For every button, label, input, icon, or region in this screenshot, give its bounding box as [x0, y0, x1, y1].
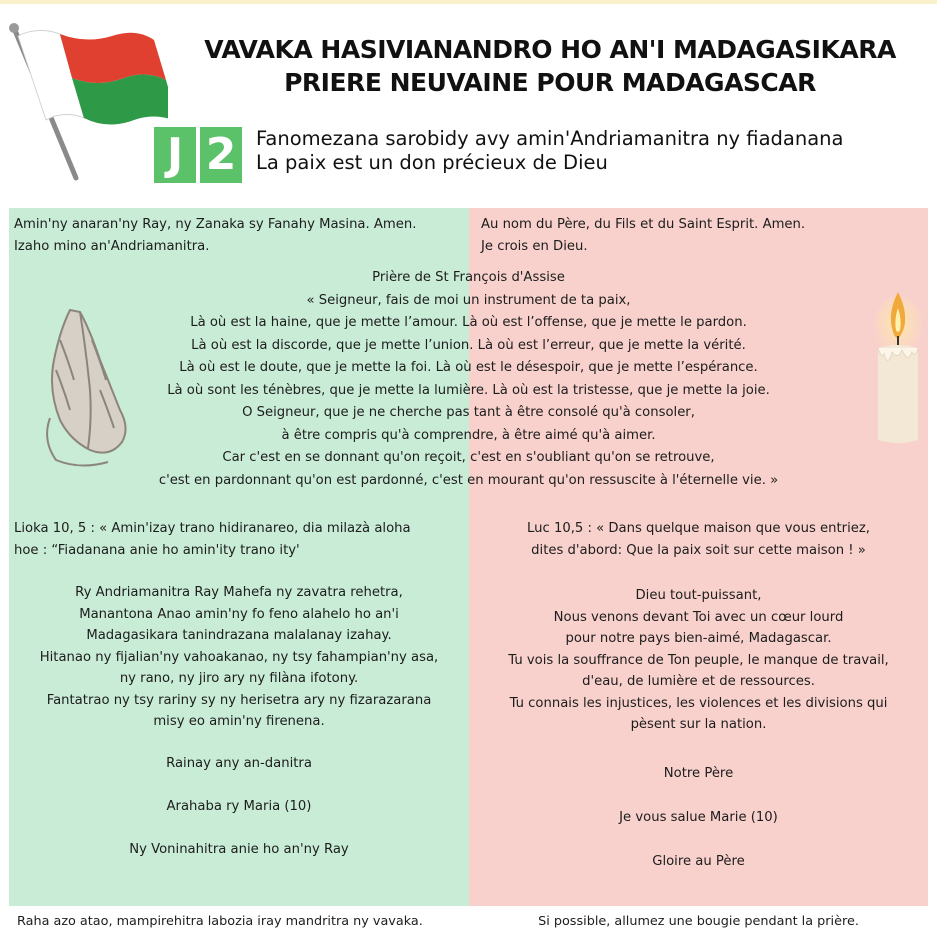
malagasy-prayer [9, 582, 469, 733]
intro-mg-line: Amin'ny anaran'ny Ray, ny Zanaka sy Fanahy Masina. Amen. [14, 217, 417, 232]
madagascar-flag-icon [8, 22, 168, 182]
malagasy-column [14, 518, 466, 561]
prayer-line: Car c'est en se donnant qu'on reçoit, c'est en s'oubliant qu'on se retrouve, [222, 450, 715, 465]
hail-mary-mg: Arahaba ry Maria (10) [166, 799, 312, 814]
intro-fr-line: Je crois en Dieu. [481, 238, 588, 254]
day-number: 2 [200, 127, 242, 183]
footer-malagasy: Raha azo atao, mampirehitra labozia iray mandritra ny vavaka. [17, 914, 423, 929]
intro-mg-line: Izaho mino an'Andriamanitra. [14, 238, 210, 254]
prayer-line: Là où est le doute, que je mette la foi. Là où est le désespoir, que je mette l’espérance. [179, 360, 758, 375]
prayer-line: Là où est la discorde, que je mette l’union. Là où est l’erreur, que je mette la vérité. [191, 337, 746, 353]
our-father-fr: Notre Père [663, 766, 734, 781]
french-prayer [469, 585, 928, 736]
title-malagasy: VAVAKA HASIVIANANDRO HO AN'I MADAGASIKARA [204, 35, 896, 64]
prayer-line: Là où sont les ténèbres, que je mette la lumière. Là où est la tristesse, que je mette la joie. [167, 382, 770, 398]
verse-line: dites d'abord: Que la paix soit sur cette maison ! » [531, 542, 866, 558]
theme-malagasy: Fanomezana sarobidy avy amin'Andriamanitra ny fiadanana [256, 127, 844, 150]
prayer-line: Ry Andriamanitra Ray Mahefa ny zavatra rehetra, [75, 585, 403, 600]
prayer-line: pour notre pays bien-aimé, Madagascar. [565, 631, 832, 646]
prayer-line: « Seigneur, fais de moi un instrument de ta paix, [306, 292, 631, 308]
verse-line: Lioka 10, 5 : « Amin'izay trano hidiranareo, dia milazà aloha [14, 521, 411, 536]
francis-prayer-title: Prière de St François d'Assise [372, 270, 565, 285]
prayer-line: Madagasikara tanindrazana malalanay izahay. [86, 628, 392, 643]
title-french: PRIERE NEUVAINE POUR MADAGASCAR [284, 68, 816, 97]
footer-french: Si possible, allumez une bougie pendant la prière. [538, 914, 859, 929]
prayer-line: Hitanao ny fijalian'ny vahoakanao, ny tsy fahampian'ny asa, [39, 649, 439, 665]
hail-mary-fr: Je vous salue Marie (10) [619, 810, 778, 825]
prayer-line: c'est en pardonnant qu'on est pardonné, c'est en mourant qu'on ressuscite à l'éternelle vie. » [158, 472, 779, 488]
glory-mg: Ny Voninahitra anie ho an'ny Ray [129, 842, 349, 857]
intro-fr-line: Au nom du Père, du Fils et du Saint Esprit. Amen. [481, 217, 806, 232]
glory-fr: Gloire au Père [652, 854, 745, 869]
day-letter: J [154, 127, 196, 183]
day-badge [154, 127, 244, 183]
page-title [170, 33, 930, 99]
day-theme [256, 127, 936, 175]
prayer-line: Dieu tout-puissant, [635, 588, 762, 603]
prayer-line: à être compris qu'à comprendre, à être aimé qu'à aimer. [281, 427, 656, 443]
prayer-line: O Seigneur, que je ne cherche pas tant à être consolé qu'à consoler, [242, 405, 695, 420]
prayer-line: Tu vois la souffrance de Ton peuple, le manque de travail, [508, 652, 889, 668]
prayer-line: Nous venons devant Toi avec un cœur lourd [553, 609, 844, 625]
intro-french [481, 214, 926, 257]
verse-line: hoe : “Fiadanana anie ho amin'ity trano ity' [14, 542, 300, 558]
francis-prayer [9, 267, 928, 492]
french-verse [469, 518, 928, 561]
prayer-line: d'eau, de lumière et de ressources. [582, 674, 815, 689]
prayer-line: Manantona Anao amin'ny fo feno alahelo ho an'i [79, 606, 399, 622]
prayer-line: misy eo amin'ny firenena. [153, 714, 325, 729]
our-father-mg: Rainay any an-danitra [166, 756, 312, 771]
prayer-line: pèsent sur la nation. [630, 717, 767, 732]
top-accent-bar [0, 0, 937, 4]
verse-line: Luc 10,5 : « Dans quelque maison que vous entriez, [527, 521, 870, 536]
intro-malagasy [14, 214, 466, 257]
theme-french: La paix est un don précieux de Dieu [256, 151, 608, 174]
prayer-line: ny rano, ny jiro ary ny filàna ifotony. [119, 671, 359, 686]
prayer-line: Fantatrao ny tsy rariny sy ny herisetra ary ny fizarazarana [46, 692, 432, 708]
prayer-line: Là où est la haine, que je mette l’amour. Là où est l’offense, que je mette le pardon. [190, 315, 747, 330]
prayer-line: Tu connais les injustices, les violences et les divisions qui [509, 695, 888, 711]
